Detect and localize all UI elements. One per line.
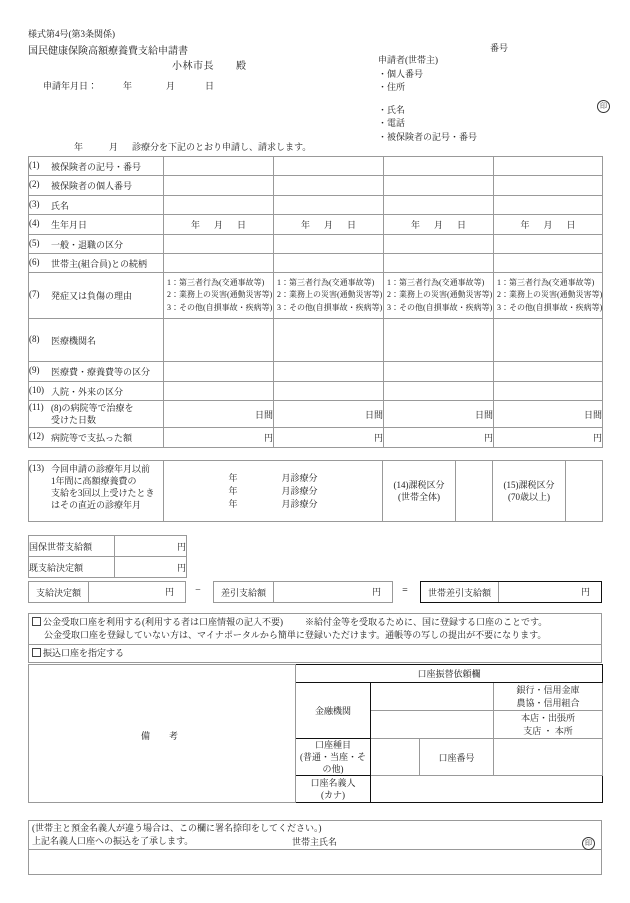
label-account-holder xyxy=(296,776,371,803)
addressee-name: 小林市長 xyxy=(172,61,214,72)
row-number: (13) xyxy=(29,463,44,473)
table-row xyxy=(29,362,603,382)
row-number: (10) xyxy=(29,384,44,395)
prior-claim-date-1[interactable] xyxy=(164,472,382,485)
statement-month[interactable]: 月 xyxy=(109,142,119,152)
statement-text: 診療分を下記のとおり申請し、請求します。 xyxy=(132,142,312,152)
transfer-account-checkbox[interactable] xyxy=(32,648,41,657)
claim-statement xyxy=(74,140,311,153)
account-type-line2: (普通・当座・その他) xyxy=(300,752,366,774)
table-row xyxy=(29,215,603,235)
minus-operator: − xyxy=(195,585,201,596)
row-number: (9) xyxy=(29,365,40,375)
application-date-day[interactable]: 日 xyxy=(205,81,215,91)
row-text-wrap xyxy=(51,402,134,426)
row-number: (4) xyxy=(29,218,40,228)
consent-note-line2: 上記名義人口座への振込を了承します。 xyxy=(32,836,194,846)
row-label-10 xyxy=(29,382,164,401)
row-text: 課税区分 xyxy=(518,480,555,490)
cell-mynumber-p2[interactable] xyxy=(274,176,384,196)
table-row xyxy=(29,157,603,176)
form-number: 様式第4号(第3条関係) xyxy=(28,29,115,39)
branch-type-line1[interactable]: 本店・出張所 xyxy=(521,713,576,723)
prior-claim-date-3[interactable] xyxy=(164,498,382,511)
row-number: (14) xyxy=(393,480,409,490)
reason-option-3[interactable]: 3：その他(自損事故・疾病等) xyxy=(167,302,273,312)
row-text: 被保険者の記号・番号 xyxy=(51,161,142,172)
row-label-9 xyxy=(29,362,164,382)
label-tax-class-household xyxy=(383,461,456,522)
table-row xyxy=(29,319,603,362)
cell-insured-symbol-p4[interactable] xyxy=(494,157,603,176)
label-household-head-name: 世帯主氏名 xyxy=(292,837,338,847)
table-row xyxy=(29,645,602,663)
days-unit: 日間 xyxy=(254,409,273,420)
remarks-label: 備 考 xyxy=(140,731,183,741)
table-row xyxy=(29,614,602,645)
ymd-month: 月 xyxy=(213,220,223,230)
addressee-honorific: 殿 xyxy=(236,61,247,72)
cell-name-p4[interactable] xyxy=(494,196,603,215)
applicant-address[interactable]: ・住所 xyxy=(378,82,406,92)
table-row xyxy=(29,273,603,319)
row-text-wrap xyxy=(51,463,155,511)
public-account-checkbox-label[interactable]: 公金受取口座を利用する(利用する者は口座情報の記入不要) xyxy=(43,617,283,627)
ymd-year: 年 xyxy=(520,220,530,230)
cell-institution-p3[interactable] xyxy=(384,319,494,362)
reason-option-2[interactable]: 2：業務上の災害(通勤災害等) xyxy=(387,290,493,300)
cell-account-number-value[interactable] xyxy=(494,739,603,776)
cell-paid-p1[interactable] xyxy=(164,428,274,448)
cell-account-holder-value[interactable] xyxy=(371,776,603,803)
row-number: (6) xyxy=(29,256,40,267)
cell-tax-class-over70-value[interactable] xyxy=(566,461,603,522)
cell-institution-p2[interactable] xyxy=(274,319,384,362)
table-row xyxy=(29,461,603,522)
cell-days-p2[interactable] xyxy=(274,401,384,428)
statement-year[interactable]: 年 xyxy=(74,142,84,152)
row-text-line3: 支給を3回以上受けたとき xyxy=(51,488,155,498)
row-text: 世帯主(組合員)との続柄 xyxy=(51,258,147,269)
cell-name-p2[interactable] xyxy=(274,196,384,215)
payment-decision-box[interactable] xyxy=(28,581,186,603)
household-net-payment-box[interactable] xyxy=(420,581,602,603)
ymd-month: 月 xyxy=(433,220,443,230)
equals-operator: = xyxy=(402,585,408,596)
label-household-payment: 国保世帯支給額 xyxy=(29,536,115,557)
cell-inpatient-type-p2[interactable] xyxy=(274,382,384,401)
cell-relationship-p1[interactable] xyxy=(164,254,274,273)
ymd-month: 月 xyxy=(323,220,333,230)
table-row xyxy=(29,536,187,557)
row-text: 課税区分 xyxy=(408,480,445,490)
row-text: 入院・外来の区分 xyxy=(51,386,124,397)
public-account-checkbox-row[interactable] xyxy=(32,616,598,629)
public-account-checkbox[interactable] xyxy=(32,617,41,626)
row-label-12 xyxy=(29,428,164,448)
row-number: (1) xyxy=(29,159,40,170)
row-number: (2) xyxy=(29,179,40,189)
cell-prior-claim-dates[interactable] xyxy=(164,461,383,522)
institution-type-line1[interactable]: 銀行・信用金庫 xyxy=(516,685,580,695)
reason-option-1[interactable]: 1：第三者行為(交通事故等) xyxy=(387,277,485,287)
table-row xyxy=(29,821,602,850)
reason-option-3[interactable]: 3：その他(自損事故・疾病等) xyxy=(497,302,603,312)
account-holder-line2: (カナ) xyxy=(321,790,345,800)
applicant-details-table xyxy=(28,156,603,448)
cell-category-p4[interactable] xyxy=(494,235,603,254)
applicant-spacer xyxy=(378,95,477,104)
cell-institution-name[interactable] xyxy=(371,683,494,711)
table-row xyxy=(29,557,187,578)
household-head-seal-icon[interactable]: 印 xyxy=(582,837,595,850)
ymd-year: 年 xyxy=(300,220,310,230)
label-tax-class-over70 xyxy=(493,461,566,522)
row-number: (12) xyxy=(29,431,44,441)
institution-type-options[interactable] xyxy=(494,683,603,711)
application-date-label: 申請年月日： xyxy=(43,81,98,91)
table-row xyxy=(29,382,603,401)
row-number: (7) xyxy=(29,289,40,299)
row-label-11 xyxy=(29,401,164,428)
row-text-line4: はその直近の診療年月 xyxy=(51,500,142,510)
consent-text-cell xyxy=(29,821,602,850)
applicant-heading: 申請者(世帯主) xyxy=(378,55,438,65)
label-payment-decision: 支給決定額 xyxy=(36,587,82,598)
institution-type-line2[interactable]: 農協・信用組合 xyxy=(516,697,580,708)
cell-institution-p1[interactable] xyxy=(164,319,274,362)
row-text: 医療費・療養費等の区分 xyxy=(51,367,151,377)
month-label: 月診療分 xyxy=(281,472,318,483)
cell-days-p1[interactable] xyxy=(164,401,274,428)
account-type-line1: 口座種目 xyxy=(314,740,351,750)
cell-insured-symbol-p2[interactable] xyxy=(274,157,384,176)
payment-calculation-row xyxy=(28,581,602,605)
row-label-4 xyxy=(29,215,164,235)
month-label: 月診療分 xyxy=(281,485,318,496)
label-household-net-payment: 世帯差引支給額 xyxy=(428,587,492,598)
reason-option-2[interactable]: 2：業務上の災害(通勤災害等) xyxy=(497,290,603,300)
bank-transfer-block xyxy=(28,664,602,803)
row-number: (15) xyxy=(503,480,519,490)
public-account-notice-cell xyxy=(29,614,602,645)
value-household-payment[interactable] xyxy=(115,536,187,557)
tax-class-over70-title xyxy=(493,479,565,491)
row-number: (8) xyxy=(29,333,40,344)
branch-type-options[interactable] xyxy=(494,711,603,739)
reason-option-1[interactable]: 1：第三者行為(交通事故等) xyxy=(497,277,595,287)
page-title: 国民健康保険高額療養費支給申請書 xyxy=(28,46,188,57)
year-label: 年 xyxy=(228,498,238,509)
applicant-insured-number[interactable]: ・被保険者の記号・番号 xyxy=(378,131,478,142)
ymd-day: 日 xyxy=(237,220,247,230)
reason-option-2[interactable]: 2：業務上の災害(通勤災害等) xyxy=(277,290,383,300)
cell-paid-p4[interactable] xyxy=(494,428,603,448)
reason-option-1[interactable]: 1：第三者行為(交通事故等) xyxy=(167,277,265,287)
number-label: 番号 xyxy=(490,43,509,53)
table-row xyxy=(29,196,603,215)
table-row xyxy=(29,176,603,196)
year-label: 年 xyxy=(228,472,238,483)
cell-category-p1[interactable] xyxy=(164,235,274,254)
cell-inpatient-type-p1[interactable] xyxy=(164,382,274,401)
row-text: 氏名 xyxy=(51,200,70,211)
label-account-number: 口座番号 xyxy=(420,739,494,776)
row-number: (5) xyxy=(29,237,40,248)
table-row xyxy=(29,401,603,428)
yen-unit: 円 xyxy=(176,562,186,573)
cell-paid-p2[interactable] xyxy=(274,428,384,448)
cell-relationship-p3[interactable] xyxy=(384,254,494,273)
reason-options[interactable] xyxy=(384,275,493,317)
cell-birthdate-p1[interactable] xyxy=(164,215,274,235)
yen-unit: 円 xyxy=(263,433,273,443)
public-account-note-line2: 公金受取口座を登録していない方は、マイナポータルから簡単に登録いただけます。通帳等の写しの提出が不要になります。 xyxy=(44,630,547,640)
cell-reason-p4[interactable] xyxy=(494,273,603,319)
cell-category-p2[interactable] xyxy=(274,235,384,254)
consent-note-line1: (世帯主と預金名義人が違う場合は、この欄に署名捺印をしてください。) xyxy=(32,823,322,833)
reason-option-3[interactable]: 3：その他(自損事故・疾病等) xyxy=(277,302,383,312)
cell-institution-p4[interactable] xyxy=(494,319,603,362)
reason-option-3[interactable]: 3：その他(自損事故・疾病等) xyxy=(387,302,493,312)
cell-relationship-p4[interactable] xyxy=(494,254,603,273)
cell-birthdate-p4[interactable] xyxy=(494,215,603,235)
household-amounts-table xyxy=(28,535,187,578)
cell-insured-symbol-p3[interactable] xyxy=(384,157,494,176)
table-row xyxy=(29,428,603,448)
row-text-line1: (8)の病院等で治療を xyxy=(51,403,134,413)
tax-class-household-title xyxy=(383,479,455,491)
remarks-cell[interactable] xyxy=(29,665,296,803)
consent-note-line2-row xyxy=(32,835,598,848)
cell-account-type-value[interactable] xyxy=(371,739,420,776)
account-notice-table xyxy=(28,613,602,663)
days-unit: 日間 xyxy=(583,409,602,420)
transfer-account-cell[interactable] xyxy=(29,645,602,663)
cell-birthdate-p2[interactable] xyxy=(274,215,384,235)
bank-transfer-table xyxy=(28,664,603,803)
label-account-type xyxy=(296,739,371,776)
cell-expense-type-p2[interactable] xyxy=(274,362,384,382)
reason-option-2[interactable]: 2：業務上の災害(通勤災害等) xyxy=(167,290,273,300)
label-already-paid: 既支給決定額 xyxy=(29,557,115,578)
cell-reason-p3[interactable] xyxy=(384,273,494,319)
row-text: 医療機関名 xyxy=(51,335,97,346)
cell-name-p3[interactable] xyxy=(384,196,494,215)
cell-name-p1[interactable] xyxy=(164,196,274,215)
days-unit: 日間 xyxy=(364,409,383,420)
cell-reason-p2[interactable] xyxy=(274,273,384,319)
cell-inpatient-type-p4[interactable] xyxy=(494,382,603,401)
row-label-5 xyxy=(29,235,164,254)
transfer-account-checkbox-label[interactable]: 振込口座を指定する xyxy=(43,648,125,658)
row-label-7 xyxy=(29,273,164,319)
cell-birthdate-p3[interactable] xyxy=(384,215,494,235)
tax-class-household-sub: (世帯全体) xyxy=(398,492,440,502)
ymd-day: 日 xyxy=(457,220,467,230)
label-financial-institution: 金融機関 xyxy=(296,683,371,739)
consent-footer-table xyxy=(28,820,602,875)
applicant-block xyxy=(378,54,477,144)
bank-section-title: 口座振替依頼欄 xyxy=(296,665,603,683)
cell-category-p3[interactable] xyxy=(384,235,494,254)
yen-unit: 円 xyxy=(592,433,602,443)
label-deducted-payment: 差引支給額 xyxy=(221,587,267,598)
signature-blank-cell[interactable] xyxy=(29,850,602,875)
prior-claim-date-list[interactable] xyxy=(164,470,382,513)
public-account-note: ※給付金等を受取るために、国に登録する口座のことです。 xyxy=(305,617,548,627)
yen-unit: 円 xyxy=(371,587,381,597)
prior-claim-date-2[interactable] xyxy=(164,485,382,498)
cell-relationship-p2[interactable] xyxy=(274,254,384,273)
application-date-year[interactable]: 年 xyxy=(123,81,133,91)
cell-expense-type-p3[interactable] xyxy=(384,362,494,382)
month-label: 月診療分 xyxy=(281,498,318,509)
row-label-8 xyxy=(29,319,164,362)
row-text-line2: 1年間に高額療養費の xyxy=(51,476,137,486)
reason-options[interactable] xyxy=(164,275,273,317)
days-unit: 日間 xyxy=(474,409,493,420)
cell-tax-class-household-value[interactable] xyxy=(456,461,493,522)
tax-class-over70-sub: (70歳以上) xyxy=(508,492,550,502)
row-text-line1: 今回申請の診療年月以前 xyxy=(51,464,151,474)
applicant-phone[interactable]: ・電話 xyxy=(378,118,406,128)
row-text-line2: 受けた日数 xyxy=(51,415,97,425)
row-text: 発症又は負傷の理由 xyxy=(51,291,133,301)
row-label-3 xyxy=(29,196,164,215)
cell-days-p4[interactable] xyxy=(494,401,603,428)
cell-mynumber-p4[interactable] xyxy=(494,176,603,196)
account-holder-line1: 口座名義人 xyxy=(310,777,356,788)
addressee xyxy=(172,57,247,72)
row-text: 被保険者の個人番号 xyxy=(51,181,133,191)
application-date-line xyxy=(43,79,214,92)
row-label-6 xyxy=(29,254,164,273)
ymd-month: 月 xyxy=(543,220,553,230)
row-label-1 xyxy=(29,157,164,176)
cell-insured-symbol-p1[interactable] xyxy=(164,157,274,176)
application-date-month[interactable]: 月 xyxy=(166,81,176,91)
cell-inpatient-type-p3[interactable] xyxy=(384,382,494,401)
applicant-seal-icon[interactable]: 印 xyxy=(597,100,610,113)
cell-days-p3[interactable] xyxy=(384,401,494,428)
row-text: 生年月日 xyxy=(51,220,88,230)
yen-unit: 円 xyxy=(373,433,383,443)
cell-mynumber-p1[interactable] xyxy=(164,176,274,196)
value-already-paid[interactable] xyxy=(115,557,187,578)
ymd-day: 日 xyxy=(347,220,357,230)
row-label-13 xyxy=(29,461,164,522)
cell-expense-type-p4[interactable] xyxy=(494,362,603,382)
cell-mynumber-p3[interactable] xyxy=(384,176,494,196)
applicant-personal-number[interactable]: ・個人番号 xyxy=(378,68,424,79)
yen-unit: 円 xyxy=(483,433,493,443)
ymd-year: 年 xyxy=(410,220,420,230)
ymd-year: 年 xyxy=(190,220,200,230)
year-label: 年 xyxy=(228,485,238,496)
table-row xyxy=(29,254,603,273)
cell-reason-p1[interactable] xyxy=(164,273,274,319)
cell-paid-p3[interactable] xyxy=(384,428,494,448)
row-number: (3) xyxy=(29,198,40,209)
yen-unit: 円 xyxy=(580,587,590,597)
reason-options[interactable] xyxy=(274,275,383,317)
table-row xyxy=(29,850,602,875)
row-label-2 xyxy=(29,176,164,196)
table-row xyxy=(29,665,603,683)
row-text: 一般・退職の区分 xyxy=(51,239,124,250)
prior-claims-table xyxy=(28,460,603,522)
row-number: (11) xyxy=(29,402,44,412)
value-deducted-payment[interactable] xyxy=(273,582,392,602)
value-payment-decision[interactable] xyxy=(88,582,185,602)
deducted-payment-box[interactable] xyxy=(213,581,393,603)
cell-expense-type-p1[interactable] xyxy=(164,362,274,382)
value-household-net-payment[interactable] xyxy=(498,582,601,602)
reason-option-1[interactable]: 1：第三者行為(交通事故等) xyxy=(277,277,375,287)
applicant-name[interactable]: ・氏名 xyxy=(378,104,406,115)
ymd-day: 日 xyxy=(566,220,576,230)
branch-type-line2[interactable]: 支店 ・ 本所 xyxy=(523,725,573,736)
cell-branch-name[interactable] xyxy=(371,711,494,739)
yen-unit: 円 xyxy=(164,587,174,597)
reason-options[interactable] xyxy=(494,275,602,317)
yen-unit: 円 xyxy=(176,541,186,552)
row-text: 病院等で支払った額 xyxy=(51,433,133,443)
table-row xyxy=(29,235,603,254)
